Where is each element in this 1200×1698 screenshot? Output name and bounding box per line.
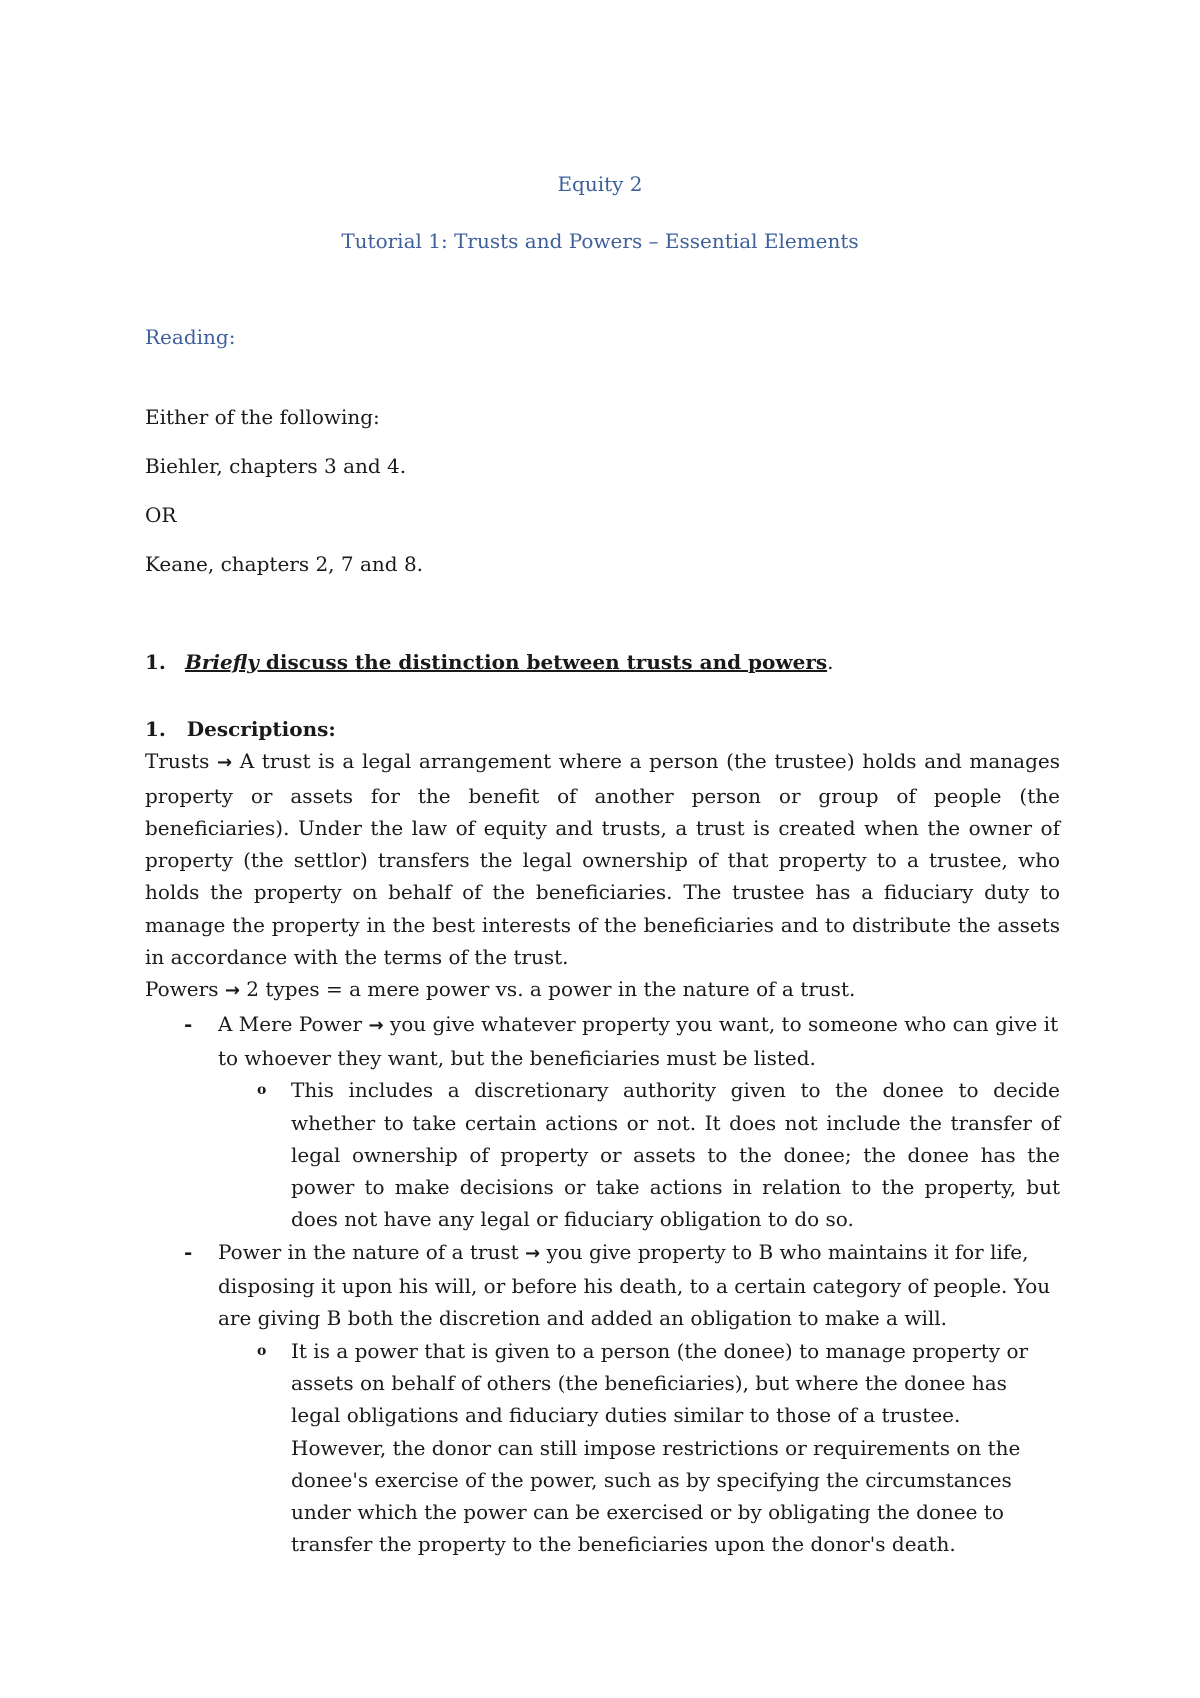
arrow-right-icon: → [368, 1014, 384, 1036]
question-number: 1. [145, 650, 166, 674]
descriptions-heading: 1. Descriptions: [145, 717, 336, 741]
dash-bullet-icon: - [184, 1239, 193, 1264]
question-emphasis: Briefly [184, 650, 259, 674]
document-subtitle: Tutorial 1: Trusts and Powers – Essential Elements [341, 229, 859, 253]
mere-power-detail: This includes a discretionary authority given to the donee to decide whether to take certain actions or not. It does not include the transfer of legal ownership of property or assets to the donee; the donee has the power to make decisions or take actions in relation to the property, but does not have any legal or fiduciary obligation to do so. [291, 1078, 1060, 1232]
trusts-description: A trust is a legal arrangement where a person (the trustee) holds and manages property or assets for the benefit of another person or group of people (the beneficiaries). Under the law of equity and trusts, a trust is created when the owner of property (the settlor) transfers the legal ownership of that property to a trustee, who holds the property on behalf of the beneficiaries. The trustee has a fiduciary duty to manage the property in the best interests of the beneficiaries and to distribute the assets in accordance with the terms of the trust. [145, 749, 1061, 970]
nature-detail: It is a power that is given to a person (the donee) to manage property or assets on behalf of others (the beneficiaries), but where the donee has legal obligations and fiduciary duties similar to those of a trustee. However, the donor can still impose restrictions or requirements on the donee's exercise of the power, such as by specifying the circumstances under which the power can be exercised or by obligating the donee to transfer the property to the beneficiaries upon the donor's death. [291, 1338, 1029, 1557]
nature-description: you give property to B who maintains it for life, disposing it upon his will, or before his death, to a certain category of people. You are giving B both the discretion and added an obligation to make a will. [218, 1239, 1051, 1331]
question-1 [145, 650, 833, 674]
list-item-mere-power [145, 1008, 1060, 1075]
reading-intro: Either of the following: [145, 405, 380, 429]
dash-bullet-icon: - [184, 1011, 193, 1036]
sub-list-item-mere-power [145, 1074, 1060, 1235]
descriptions-section [145, 713, 1060, 1561]
reading-option-1: Biehler, chapters 3 and 4. [145, 454, 407, 478]
powers-description: 2 types = a mere power vs. a power in the nature of a trust. [239, 977, 856, 1002]
powers-term: Powers [145, 977, 219, 1002]
powers-paragraph [145, 973, 1060, 1007]
arrow-right-icon: → [216, 752, 233, 774]
reading-label: Reading: [145, 325, 236, 349]
trusts-term: Trusts [145, 749, 210, 774]
reading-or: OR [145, 503, 177, 527]
mere-power-term: A Mere Power [218, 1011, 363, 1036]
mere-power-description: you give whatever property you want, to someone who can give it to whoever they want, but the beneficiaries must be listed. [218, 1011, 1059, 1070]
document-title: Equity 2 [557, 172, 643, 196]
sub-list-item-power-nature-trust [145, 1335, 1060, 1561]
question-end: . [827, 650, 834, 674]
reading-option-2: Keane, chapters 2, 7 and 8. [145, 552, 424, 576]
arrow-right-icon: → [224, 980, 240, 1002]
list-item-power-nature-trust [145, 1236, 1060, 1335]
nature-term: Power in the nature of a trust [218, 1239, 519, 1264]
circle-bullet-icon: o [257, 1342, 267, 1359]
question-text: discuss the distinction between trusts and powers [258, 650, 828, 674]
circle-bullet-icon: o [257, 1082, 267, 1099]
arrow-right-icon: → [525, 1242, 541, 1264]
trusts-paragraph [145, 745, 1060, 973]
